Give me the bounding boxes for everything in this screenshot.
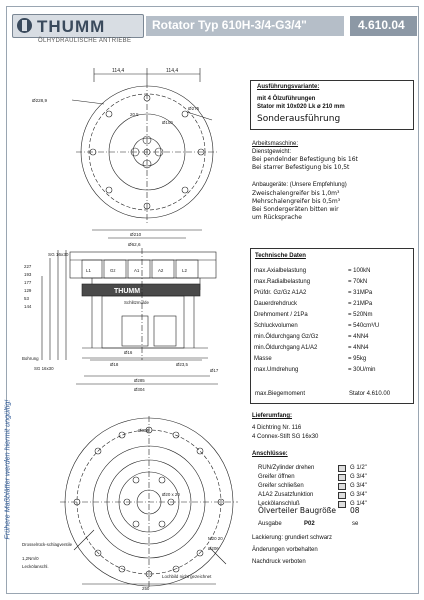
brand-subtitle: ÖLHYDRAULISCHE ANTRIEBE [38, 38, 132, 44]
delivery-heading: Lieferumfang: [252, 413, 293, 419]
side-dim-6: 144 [24, 304, 32, 309]
tech-row-value: = 31MPa [348, 290, 373, 296]
port-row-label: A1A2 Zusatzfunktion [258, 492, 314, 498]
port-row-value: G 3/4" [350, 492, 367, 498]
ports-heading: Anschlüsse: [252, 451, 288, 457]
tech-row-label: Schluckvolumen [254, 323, 298, 329]
work-heading: Arbeitsmaschine: [252, 141, 299, 147]
port-symbol-icon [338, 465, 346, 472]
slot-label: Schlitzmulde [124, 300, 149, 305]
tech-row-label: max.Umdrehung [254, 367, 299, 373]
port-symbol-icon [338, 501, 346, 508]
m20-label: M20 20 [208, 536, 223, 541]
port-row-label: Greifer öffnen [258, 474, 295, 480]
oilpart-label: Ölverteiler Baugröße [258, 506, 337, 515]
block-gz: Gz [110, 268, 116, 273]
port-symbol-icon [338, 483, 346, 490]
tech-row-label: Prüfdr. Gz/Gz A1A2 [254, 290, 307, 296]
block-l2: L2 [182, 268, 187, 273]
tech-row-value: = 30U/min [348, 367, 376, 373]
dim-label-3: Ø210 [130, 232, 142, 237]
document-code: 4.610.04 [358, 18, 405, 32]
brand-name: THUMM [37, 17, 106, 36]
dim-label-5: 20,5 [130, 112, 139, 117]
dia-206-label: Ø206 [208, 546, 219, 551]
edition-label: Ausgabe [258, 521, 282, 527]
tech-row-label: min.Öldurchgang Gz/Gz [254, 334, 319, 340]
side-dim-5: 53 [24, 296, 29, 301]
side-sg-mark: SG 16x30 [34, 366, 54, 371]
dim-285: Ø285 [134, 378, 145, 383]
attach-l4: um Rücksprache [252, 214, 302, 221]
brand-logo-icon [17, 18, 32, 33]
work-l3: Bei starrer Befestigung bis 10,5t [252, 164, 350, 171]
tech-row-value: = 100kN [348, 268, 371, 274]
tech-heading: Technische Daten [255, 253, 306, 259]
tech-row-label: Masse [254, 356, 272, 362]
oilpart-value: 08 [350, 506, 360, 515]
pattern-note: Lochbild nicht gezeichnet [162, 574, 212, 579]
port-row-label: RUN/Zylinder drehen [258, 465, 315, 471]
page-title: Rotator Typ 610H-3/4-G3/4" [152, 18, 307, 32]
dim-235: Ø23,5 [176, 362, 188, 367]
tech-row-value: = 540cm³/U [348, 323, 380, 329]
brand-logo-bar [12, 14, 144, 38]
work-l2: Bei pendelnder Befestigung bis 16t [252, 156, 358, 163]
dim-top-right: 114,4 [166, 68, 179, 74]
port-row-label: Greifer schließen [258, 483, 304, 489]
delivery-l1: 4 Dichtring Nr. 116 [252, 425, 302, 431]
dim-18: Ø18 [110, 362, 119, 367]
code-bar [350, 16, 417, 36]
attach-l1: Zweischalengreifer bis 1,0m³ [252, 190, 340, 197]
dim-250: 250 [142, 586, 150, 590]
work-l1: Dienstgewicht: [252, 149, 292, 155]
tech-row-value: = 21MPa [348, 301, 373, 307]
brand-logo [12, 14, 142, 50]
dim-16: Ø16 [124, 350, 133, 355]
variant-line2: Stator mit 10x020 Lk ø 210 mm [257, 104, 345, 110]
tech-row-label: Drehmoment / 21Pa [254, 312, 308, 318]
tech-row-value: = 4NN4 [348, 334, 369, 340]
dim-label-4: Ø62,6 [128, 242, 141, 247]
footer-note-3: Nachdruck verboten [252, 559, 306, 565]
tech-row-value: = 95kg [348, 356, 367, 362]
side-dim-1: 227 [24, 264, 32, 269]
side-brand-mark: THUMM [114, 288, 141, 295]
side-note: Frühere Maßblätter werden hiermit ungültig! [2, 399, 12, 540]
side-dim-2: 193 [24, 272, 32, 277]
attach-l2: Mehrschalengreifer bis 0,5m³ [252, 198, 341, 205]
tech-row-value: = 70kN [348, 279, 368, 285]
header [6, 6, 419, 54]
sg-label: SG 16x30 [48, 252, 69, 257]
variant-heading: Ausführungsvariante: [257, 84, 320, 90]
variant-box [250, 80, 414, 130]
tech-drawing-label: max.Biegemoment [255, 391, 306, 397]
delivery-l2: 4 Connex-Stift SG 16x30 [252, 434, 319, 440]
tech-row-value: = 4NN4 [348, 345, 369, 351]
variant-special: Sonderausführung [257, 114, 341, 124]
tech-row-label: max.Radialbelastung [254, 279, 311, 285]
dim-top-left: 114,4 [112, 68, 125, 74]
tech-row-label: max.Axialbelastung [254, 268, 307, 274]
dim-label-2: Ø275 [188, 106, 200, 111]
side-dim-3: 177 [24, 280, 32, 285]
port-row-value: G 3/4" [350, 474, 367, 480]
hole-label: Ø20 x 20 [162, 492, 180, 497]
block-l1: L1 [86, 268, 91, 273]
port-row-value: G 1/4" [350, 501, 367, 507]
dim-304: Ø304 [134, 387, 145, 392]
leak-port-label: Leckölanschl. [22, 564, 49, 569]
block-a2: A2 [158, 268, 164, 273]
side-dim-4: 129 [24, 288, 32, 293]
title-bar [146, 16, 344, 36]
block-a1: A1 [134, 268, 140, 273]
dim-label-6: Ø100 [162, 120, 173, 125]
tech-drawing-value: Stator 4.610.00 [349, 391, 391, 397]
edition-code: se [352, 521, 359, 527]
attach-l3: Bei Sondergeräten bitten wir [252, 206, 339, 213]
attach-heading: Anbaugeräte: (Unsere Empfehlung) [252, 182, 347, 188]
bore-label: Bohrung [22, 356, 39, 361]
port-row-value: G 3/4" [350, 483, 367, 489]
footer-note-2: Änderungen vorbehalten [252, 547, 318, 553]
footer-note-1: Lackierung: grundiert schwarz [252, 535, 333, 541]
port-symbol-icon [338, 492, 346, 499]
port-symbol-icon [338, 474, 346, 481]
variant-line1: mit 4 Ölzuführungen [257, 96, 316, 102]
dim-17: Ø17 [210, 368, 219, 373]
technical-drawing [12, 60, 244, 590]
throttle-valves-label: Drosselrück-schlagventile [22, 542, 73, 547]
port-row-value: G 1/2" [350, 465, 367, 471]
port-row-label: Leckölanschluß [258, 501, 300, 507]
tech-row-value: = 520Nm [348, 312, 373, 318]
edition-value: P02 [304, 521, 315, 527]
dia-304-bottom: Ø304 [138, 428, 149, 433]
tech-row-label: Dauerdrehdruck [254, 301, 298, 307]
torque-label: 1,2Nm/0 [22, 556, 39, 561]
tech-row-label: min.Öldurchgang A1/A2 [254, 345, 318, 351]
dim-label-1: Ø228,9 [32, 98, 48, 103]
